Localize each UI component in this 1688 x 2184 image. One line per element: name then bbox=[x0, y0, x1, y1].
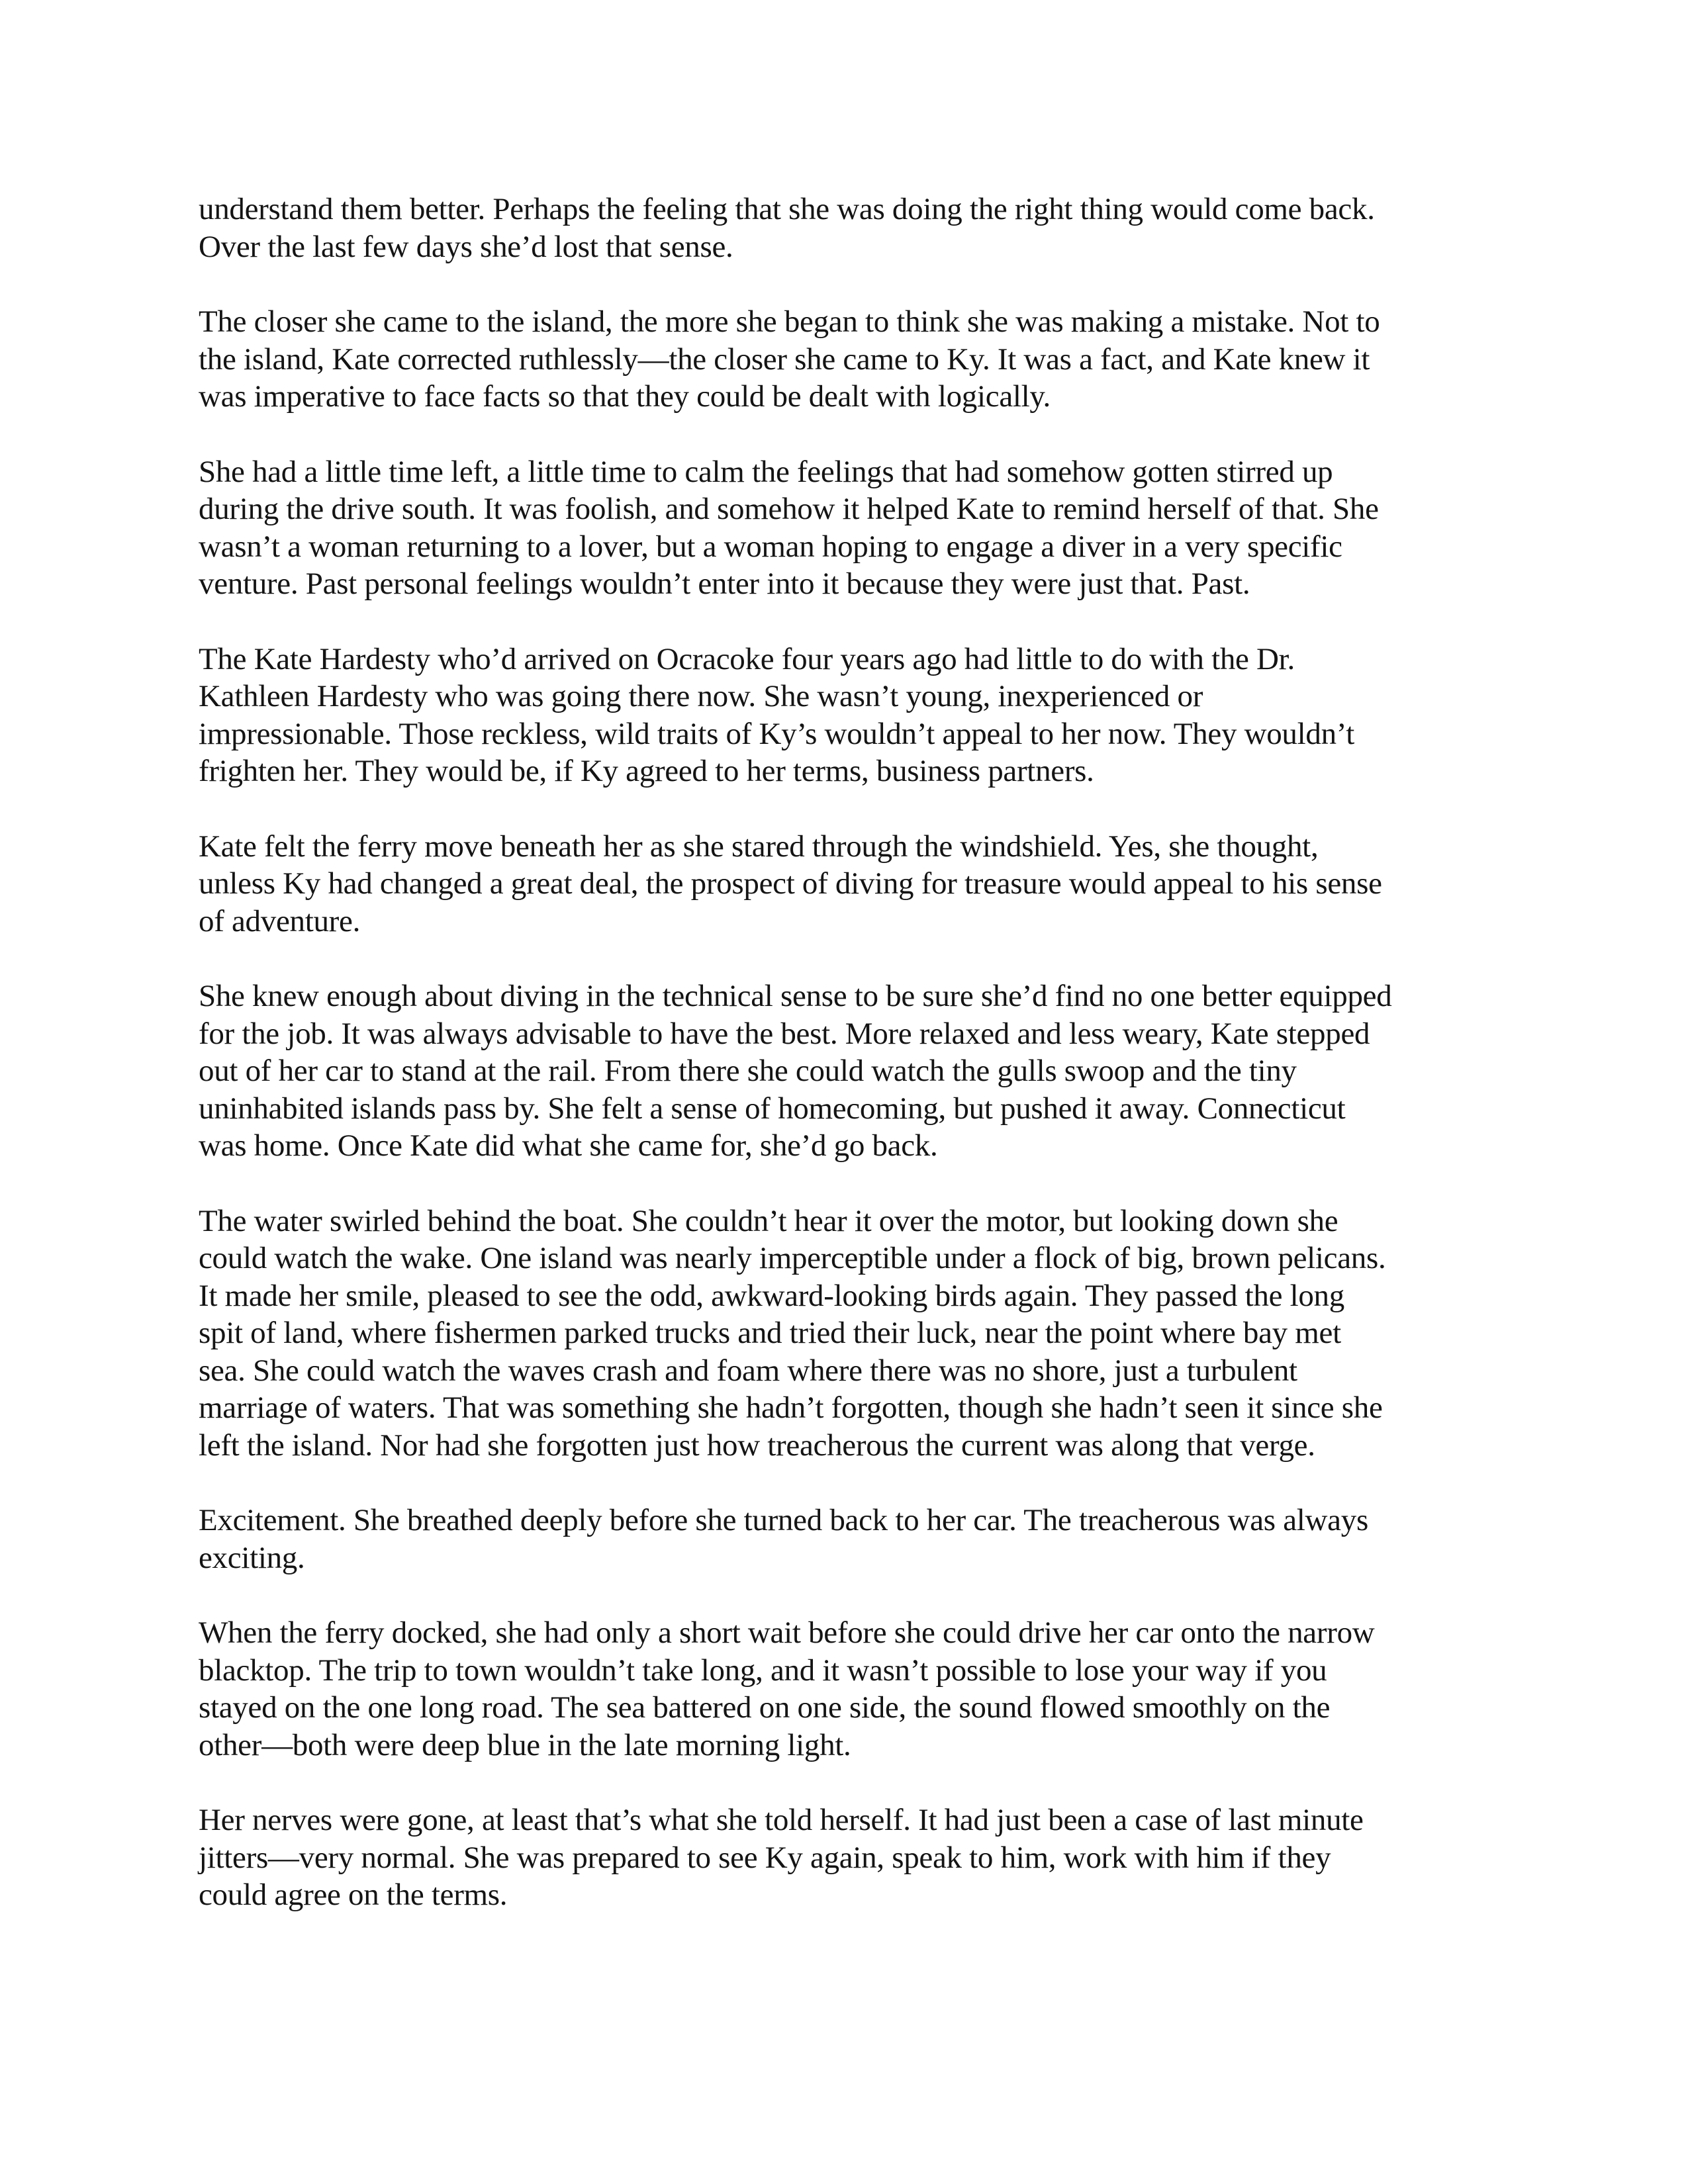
paragraph-3 bbox=[199, 453, 1496, 603]
text-line: Excitement. She breathed deeply before she turned back to her car. The treacherous was always bbox=[199, 1503, 1368, 1537]
text-line: Kate felt the ferry move beneath her as she stared through the windshield. Yes, she thought, bbox=[199, 829, 1319, 864]
text-line: the island, Kate corrected ruthlessly—the closer she came to Ky. It was a fact, and Kate knew it bbox=[199, 341, 1370, 377]
text-line: impressionable. Those reckless, wild traits of Ky’s wouldn’t appeal to her now. They wouldn’t bbox=[199, 716, 1355, 751]
paragraph-4 bbox=[199, 641, 1496, 790]
paragraph-8 bbox=[199, 1502, 1496, 1576]
paragraph-1 bbox=[199, 191, 1496, 265]
text-line: Kathleen Hardesty who was going there now. She wasn’t young, inexperienced or bbox=[199, 679, 1203, 713]
text-line: was imperative to face facts so that they could be dealt with logically. bbox=[199, 379, 1051, 414]
text-line: The Kate Hardesty who’d arrived on Ocracoke four years ago had little to do with the Dr. bbox=[199, 641, 1295, 676]
text-line: other—both were deep blue in the late morning light. bbox=[199, 1727, 851, 1762]
text-line: frighten her. They would be, if Ky agreed to her terms, business partners. bbox=[199, 754, 1094, 788]
paragraph-6 bbox=[199, 978, 1496, 1165]
text-line: marriage of waters. That was something she hadn’t forgotten, though she hadn’t seen it since she bbox=[199, 1390, 1383, 1425]
text-line: out of her car to stand at the rail. From there she could watch the gulls swoop and the tiny bbox=[199, 1054, 1297, 1088]
text-line: could watch the wake. One island was nearly imperceptible under a flock of big, brown pelicans. bbox=[199, 1241, 1386, 1275]
text-line: exciting. bbox=[199, 1540, 305, 1575]
text-line: jitters—very normal. She was prepared to see Ky again, speak to him, work with him if they bbox=[199, 1840, 1331, 1875]
paragraph-7 bbox=[199, 1203, 1496, 1465]
text-line: could agree on the terms. bbox=[199, 1878, 508, 1912]
paragraph-2 bbox=[199, 303, 1496, 416]
text-line: of adventure. bbox=[199, 903, 361, 938]
text-line: When the ferry docked, she had only a short wait before she could drive her car onto the narrow bbox=[199, 1615, 1375, 1650]
text-line: It made her smile, pleased to see the odd, awkward-looking birds again. They passed the long bbox=[199, 1278, 1344, 1313]
text-line: stayed on the one long road. The sea battered on one side, the sound flowed smoothly on the bbox=[199, 1690, 1331, 1725]
text-line: She had a little time left, a little time to calm the feelings that had somehow gotten stirred up bbox=[199, 454, 1333, 489]
text-line: understand them better. Perhaps the feeling that she was doing the right thing would come back. bbox=[199, 192, 1375, 226]
text-line: during the drive south. It was foolish, and somehow it helped Kate to remind herself of that. She bbox=[199, 492, 1379, 526]
text-line: The closer she came to the island, the more she began to think she was making a mistake. Not to bbox=[199, 304, 1380, 339]
text-line: sea. She could watch the waves crash and foam where there was no shore, just a turbulent bbox=[199, 1353, 1297, 1388]
text-line: spit of land, where fishermen parked trucks and tried their luck, near the point where bay met bbox=[199, 1316, 1341, 1350]
text-line: for the job. It was always advisable to have the best. More relaxed and less weary, Kate stepped bbox=[199, 1016, 1370, 1051]
text-line: She knew enough about diving in the technical sense to be sure she’d find no one better equipped bbox=[199, 979, 1392, 1013]
text-line: wasn’t a woman returning to a lover, but a woman hoping to engage a diver in a very specific bbox=[199, 529, 1342, 564]
text-line: was home. Once Kate did what she came for, she’d go back. bbox=[199, 1128, 938, 1163]
text-line: left the island. Nor had she forgotten just how treacherous the current was along that verge. bbox=[199, 1428, 1315, 1463]
body-text bbox=[199, 191, 1496, 1952]
text-line: The water swirled behind the boat. She couldn’t hear it over the motor, but looking down she bbox=[199, 1203, 1338, 1238]
text-line: Her nerves were gone, at least that’s what she told herself. It had just been a case of last minute bbox=[199, 1803, 1364, 1837]
paragraph-9 bbox=[199, 1614, 1496, 1764]
paragraph-5 bbox=[199, 828, 1496, 940]
text-line: venture. Past personal feelings wouldn’t enter into it because they were just that. Past. bbox=[199, 567, 1250, 601]
text-line: Over the last few days she’d lost that sense. bbox=[199, 229, 733, 264]
paragraph-10 bbox=[199, 1801, 1496, 1914]
text-line: uninhabited islands pass by. She felt a sense of homecoming, but pushed it away. Connecticut bbox=[199, 1091, 1346, 1126]
text-line: blacktop. The trip to town wouldn’t take long, and it wasn’t possible to lose your way if you bbox=[199, 1653, 1327, 1688]
text-line: unless Ky had changed a great deal, the prospect of diving for treasure would appeal to his sense bbox=[199, 866, 1382, 901]
